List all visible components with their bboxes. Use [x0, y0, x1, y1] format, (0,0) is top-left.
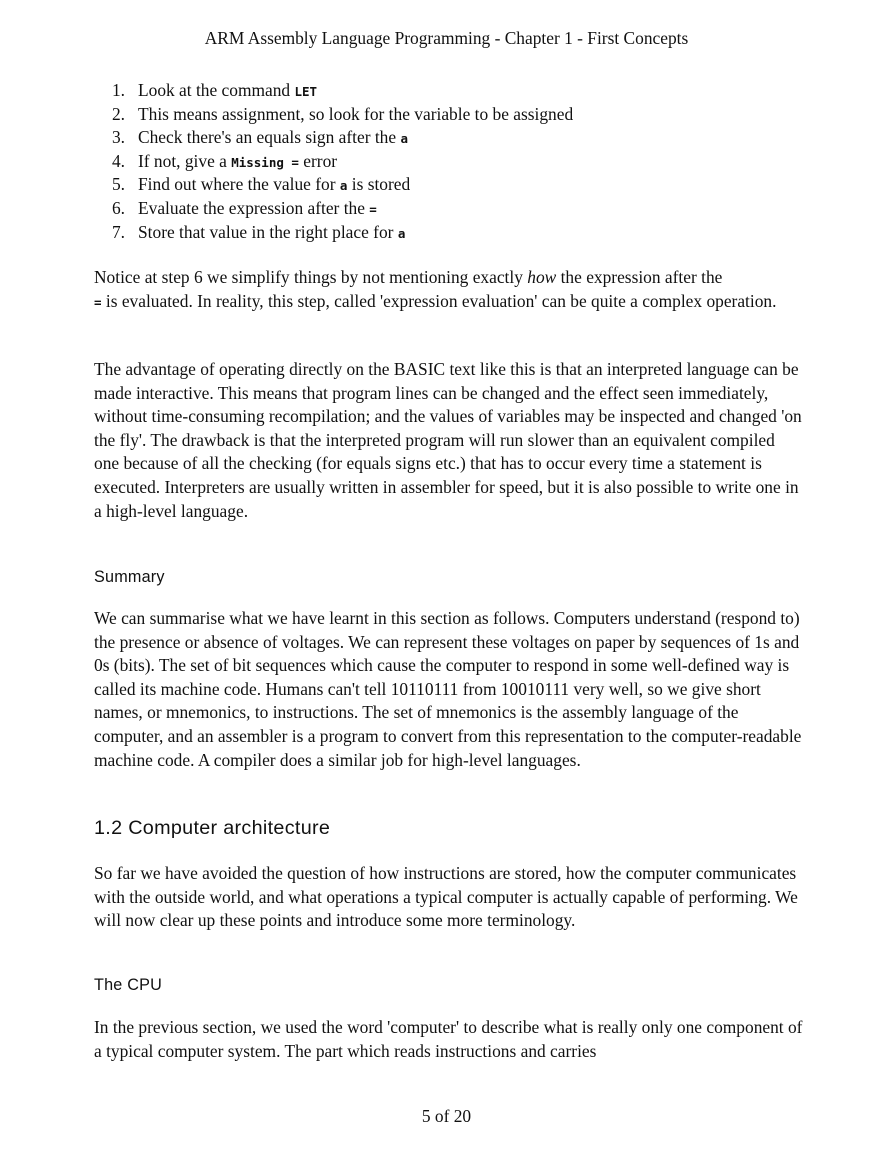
architecture-paragraph: So far we have avoided the question of how instructions are stored, how the computer communicates with the outside world, and what operations a typical computer is actually capable of performing. We will now clear up these points and introduce some more terminology. — [94, 863, 798, 931]
subheading-summary: Summary — [94, 568, 165, 586]
list-item: 1. Look at the command LET — [111, 80, 318, 100]
inline-code: Missing = — [231, 154, 299, 170]
inline-code: a — [339, 178, 348, 194]
list-item: 5. Find out where the value for a is stored — [111, 174, 411, 195]
list-item: 7. Store that value in the right place for a — [111, 221, 406, 242]
inline-code: a — [400, 131, 408, 147]
advantage-paragraph: The advantage of operating directly on the BASIC text like this is that an interpreted language can be made interactive. This means that program lines can be changed and the effect seen immediately, without time-consuming recompilation; and the values of variables may be inspected and changed 'on the fly'. The drawback is that the interpreted program will run slower than an equivalent compiled one because of all the checking (for equals signs etc.) that has to occur every time a statement is executed. Interpreters are usually written in assembler for speed, but it is also possible to write one in a high-level language. — [94, 359, 802, 521]
notice-paragraph: Notice at step 6 we simplify things by not mentioning exactly how the expression after the = is evaluated. In reality, this step, called 'expression evaluation' can be quite a complex operation. — [94, 267, 777, 311]
subheading-cpu: The CPU — [94, 976, 162, 994]
steps-list — [94, 79, 573, 244]
cpu-paragraph: In the previous section, we used the word 'computer' to describe what is really only one component of a typical computer system. The part which reads instructions and carries — [94, 1017, 803, 1061]
inline-code: = — [94, 294, 102, 310]
page-header: ARM Assembly Language Programming - Chapter 1 - First Concepts — [204, 28, 689, 48]
emphasis: how — [527, 267, 557, 287]
section-heading: 1.2 Computer architecture — [94, 817, 331, 839]
list-item: 4. If not, give a Missing = error — [111, 150, 338, 171]
inline-code: a — [397, 225, 406, 241]
summary-paragraph: We can summarise what we have learnt in this section as follows. Computers understand (respond to) the presence or absence of voltages. We can represent these voltages on paper by sequences of 1s and 0s (bits). The set of bit sequences which cause the computer to respond in some well-defined way is called its machine code. Humans can't tell 10110111 from 10010111 very well, so we give short names, or mnemonics, to instructions. The set of mnemonics is the assembly language of the computer, and an assembler is a program to convert from this representation to the computer-readable machine code. A compiler does a similar job for high-level languages. — [94, 608, 802, 770]
inline-code: = — [369, 201, 377, 217]
list-item: 3. Check there's an equals sign after the a — [111, 127, 408, 148]
inline-code: LET — [294, 84, 318, 99]
page-number: 5 of 20 — [421, 1106, 472, 1126]
list-item: 2. This means assignment, so look for the variable to be assigned — [111, 103, 574, 124]
list-item: 6. Evaluate the expression after the = — [111, 197, 377, 218]
